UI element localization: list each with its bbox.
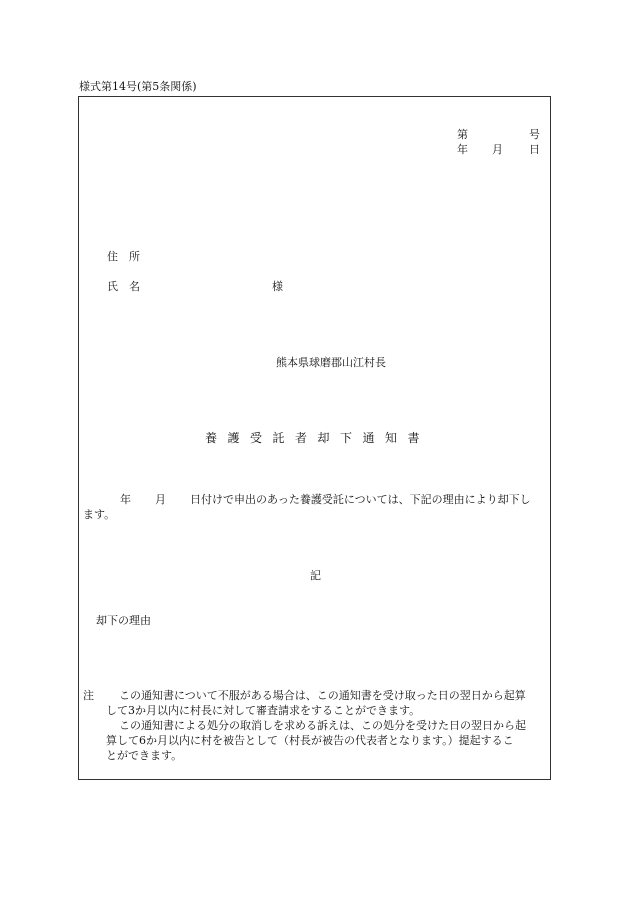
issuer: 熊本県球磨郡山江村長 bbox=[276, 356, 386, 369]
note-2-line-3: とができます。 bbox=[106, 749, 183, 762]
note-2-line-1: この通知書による処分の取消しを求める訴えは、この処分を受けた日の翌日から起 bbox=[119, 719, 526, 732]
reason-label: 却下の理由 bbox=[96, 614, 151, 627]
honorific: 様 bbox=[272, 280, 283, 293]
date-day: 日 bbox=[529, 143, 540, 156]
number-prefix: 第 bbox=[457, 128, 468, 141]
body-year: 年 bbox=[120, 493, 131, 506]
date-month: 月 bbox=[492, 143, 503, 156]
address-label: 住 所 bbox=[107, 250, 140, 263]
form-number: 様式第14号(第5条関係) bbox=[79, 80, 197, 93]
document-title: 養護受託者却下通知書 bbox=[205, 431, 431, 445]
date-year: 年 bbox=[457, 143, 468, 156]
body-month: 月 bbox=[155, 493, 166, 506]
notes-label: 注 bbox=[83, 689, 94, 702]
body-line-1: 日付けで申出のあった養護受託については、下記の理由により却下し bbox=[190, 493, 531, 506]
number-suffix: 号 bbox=[529, 128, 540, 141]
ki-heading: 記 bbox=[310, 569, 321, 582]
body-line-2: ます。 bbox=[83, 508, 116, 521]
note-2-line-2: 算して6か月以内に村を被告として（村長が被告の代表者となります。）提起するこ bbox=[106, 734, 514, 747]
name-label: 氏 名 bbox=[107, 280, 140, 293]
note-1-line-1: この通知書について不服がある場合は、この通知書を受け取った日の翌日から起算 bbox=[119, 689, 526, 702]
note-1-line-2: して3か月以内に村長に対して審査請求をすることができます。 bbox=[106, 704, 421, 717]
